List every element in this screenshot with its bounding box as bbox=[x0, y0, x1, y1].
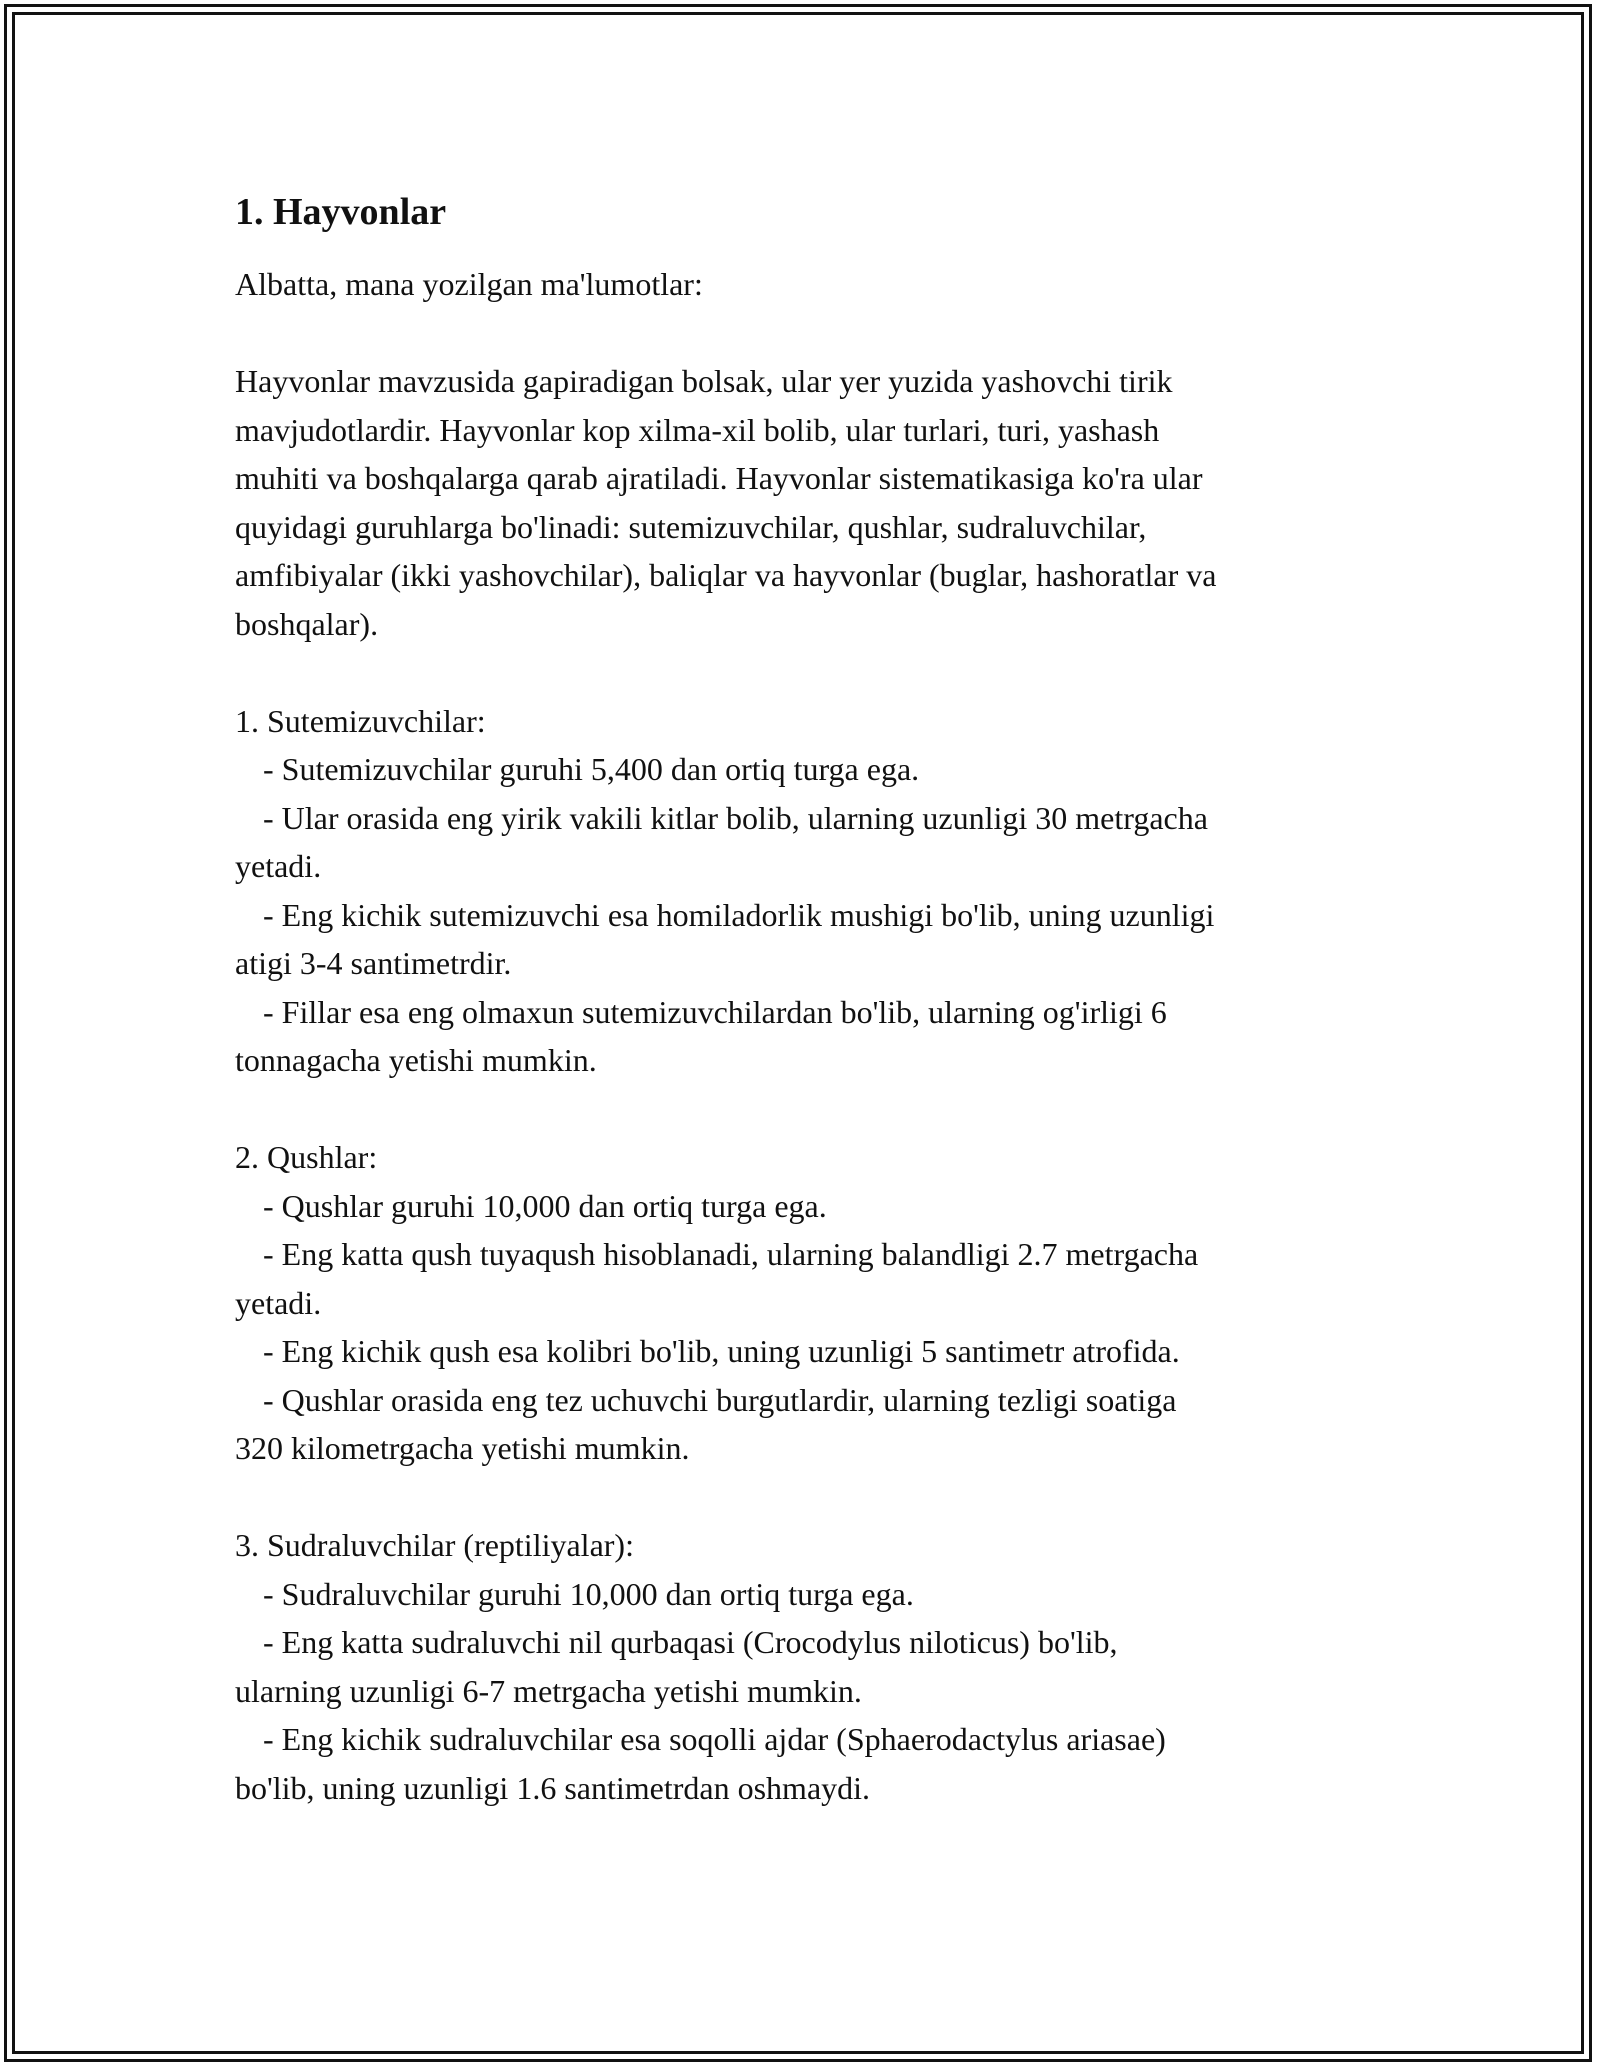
section-heading: 1. Sutemizuvchilar: bbox=[235, 702, 486, 739]
list-item-continuation: bo'lib, uning uzunligi 1.6 santimetrdan oshmaydi. bbox=[235, 1769, 871, 1806]
paragraph-line: quyidagi guruhlarga bo'linadi: sutemizuvchilar, qushlar, sudraluvchilar, bbox=[235, 508, 1147, 545]
section-heading: 2. Qushlar: bbox=[235, 1139, 378, 1175]
list-item-continuation: 320 kilometrgacha yetishi mumkin. bbox=[235, 1430, 690, 1466]
list-item-line: - Eng kichik sutemizuvchi esa homiladorlik mushigi bo'lib, uning uzunligi bbox=[263, 896, 1215, 933]
section-mammals bbox=[235, 697, 1375, 1085]
paragraph-line: boshqalar). bbox=[235, 605, 379, 642]
list-item bbox=[235, 1230, 1375, 1327]
intro-text: Albatta, mana yozilgan ma'lumotlar: bbox=[235, 266, 703, 302]
list-item-continuation: ularning uzunligi 6-7 metrgacha yetishi mumkin. bbox=[235, 1672, 862, 1709]
list-item bbox=[235, 1182, 1375, 1231]
spacer bbox=[235, 1085, 1375, 1134]
list-item-line: - Eng kichik sudraluvchilar esa soqolli ajdar (Sphaerodactylus ariasae) bbox=[263, 1721, 1166, 1757]
list-item-continuation: yetadi. bbox=[235, 848, 322, 884]
list-item bbox=[235, 1618, 1375, 1715]
list-item-line: - Ular orasida eng yirik vakili kitlar bolib, ularning uzunligi 30 metrgacha bbox=[263, 799, 1208, 836]
section-heading: 3. Sudraluvchilar (reptiliyalar): bbox=[235, 1527, 634, 1563]
list-item-line: - Qushlar guruhi 10,000 dan ortiq turga ega. bbox=[263, 1187, 827, 1224]
list-item bbox=[235, 1715, 1375, 1812]
list-item bbox=[235, 1376, 1375, 1473]
list-item-line: - Eng katta qush tuyaqush hisoblanadi, ularning balandligi 2.7 metrgacha bbox=[263, 1236, 1199, 1272]
list-item-continuation: atigi 3-4 santimetrdir. bbox=[235, 945, 512, 981]
list-item bbox=[235, 794, 1375, 891]
list-item bbox=[235, 1570, 1375, 1619]
document-title: 1. Hayvonlar bbox=[235, 191, 447, 233]
spacer bbox=[235, 648, 1375, 697]
paragraph-line: amfibiyalar (ikki yashovchilar), baliqlar va hayvonlar (buglar, hashoratlar va bbox=[235, 557, 1217, 593]
list-item bbox=[235, 988, 1375, 1085]
list-item-continuation: yetadi. bbox=[235, 1284, 322, 1321]
spacer bbox=[235, 1473, 1375, 1522]
list-item-line: - Eng kichik qush esa kolibri bo'lib, uning uzunligi 5 santimetr atrofida. bbox=[263, 1333, 1180, 1369]
list-item-continuation: tonnagacha yetishi mumkin. bbox=[235, 1042, 597, 1078]
intro-paragraph bbox=[235, 357, 1375, 648]
list-item bbox=[235, 891, 1375, 988]
paragraph-line: mavjudotlardir. Hayvonlar kop xilma-xil bolib, ular turlari, turi, yashash bbox=[235, 411, 1160, 448]
document-body bbox=[235, 184, 1375, 1812]
section-birds bbox=[235, 1133, 1375, 1473]
list-item-line: - Fillar esa eng olmaxun sutemizuvchilardan bo'lib, ularning og'irligi 6 bbox=[263, 993, 1167, 1030]
paragraph-line: muhiti va boshqalarga qarab ajratiladi. Hayvonlar sistematikasiga ko'ra ular bbox=[235, 460, 1203, 496]
spacer bbox=[235, 309, 1375, 358]
list-item bbox=[235, 745, 1375, 794]
list-item-line: - Qushlar orasida eng tez uchuvchi burgutlardir, ularning tezligi soatiga bbox=[263, 1381, 1177, 1418]
list-item-line: - Sutemizuvchilar guruhi 5,400 dan ortiq turga ega. bbox=[263, 751, 920, 787]
list-item-line: - Eng katta sudraluvchi nil qurbaqasi (Crocodylus niloticus) bo'lib, bbox=[263, 1624, 1118, 1660]
section-reptiles bbox=[235, 1521, 1375, 1812]
list-item bbox=[235, 1327, 1375, 1376]
paragraph-line: Hayvonlar mavzusida gapiradigan bolsak, ular yer yuzida yashovchi tirik bbox=[235, 363, 1173, 399]
list-item-line: - Sudraluvchilar guruhi 10,000 dan ortiq turga ega. bbox=[263, 1575, 914, 1612]
